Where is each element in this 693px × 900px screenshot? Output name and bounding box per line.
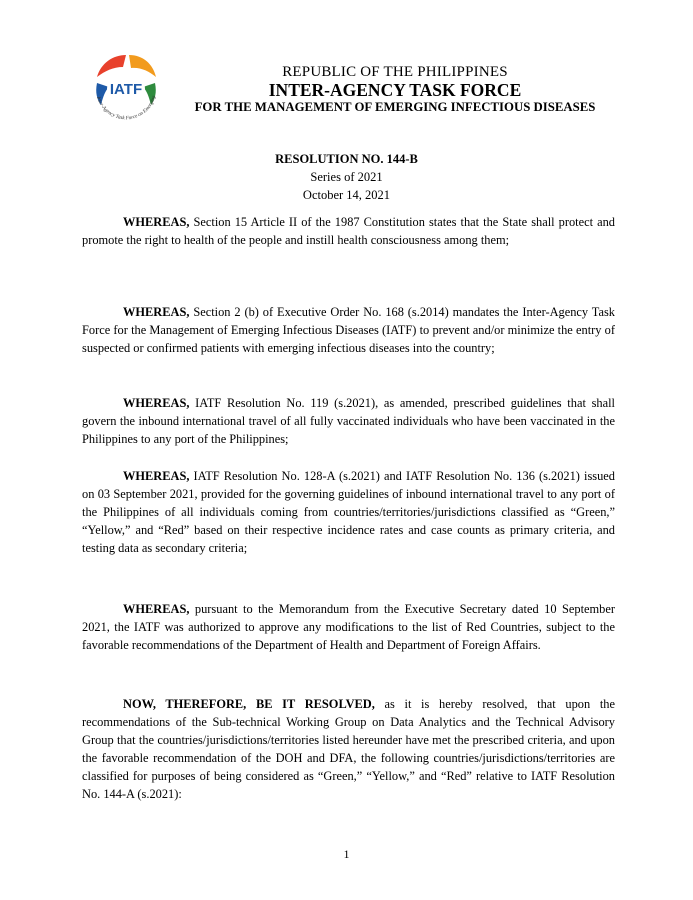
paragraph-lead: WHEREAS, <box>123 396 190 410</box>
paragraph-lead: WHEREAS, <box>123 469 190 483</box>
paragraph-text: Section 15 Article II of the 1987 Constitution states that the State shall protect and promote the right to health of the people and instill health consciousness among them; <box>82 215 615 247</box>
header-org-subtitle: FOR THE MANAGEMENT OF EMERGING INFECTIOUS DISEASES <box>194 100 596 114</box>
resolution-series: Series of 2021 <box>310 170 383 184</box>
resolution-heading <box>0 150 693 204</box>
paragraph-whereas-1 <box>82 213 615 249</box>
paragraph-resolved <box>82 695 615 803</box>
paragraph-text: IATF Resolution No. 119 (s.2021), as amended, prescribed guidelines that shall govern the inbound international travel of all fully vaccinated individuals who have been vaccinated in the Philippines to any port of the Philippines; <box>82 396 615 446</box>
logo-text: IATF <box>109 81 143 98</box>
paragraph-lead: WHEREAS, <box>123 215 190 229</box>
resolution-title: RESOLUTION NO. 144-B <box>275 152 418 166</box>
resolution-date: October 14, 2021 <box>302 188 391 202</box>
header-org-name: INTER-AGENCY TASK FORCE <box>268 80 522 100</box>
paragraph-whereas-2 <box>82 303 615 357</box>
paragraph-lead: WHEREAS, <box>123 305 190 319</box>
paragraph-lead: NOW, THEREFORE, BE IT RESOLVED, <box>123 697 375 711</box>
header-country: REPUBLIC OF THE PHILIPPINES <box>282 64 508 80</box>
header-block <box>140 64 650 115</box>
paragraph-whereas-4 <box>82 467 615 557</box>
paragraph-whereas-5 <box>82 600 615 654</box>
paragraph-text: pursuant to the Memorandum from the Executive Secretary dated 10 September 2021, the IATF was authorized to approve any modifications to the list of Red Countries, subject to the favorable recommendations of the Department of Health and Department of Foreign Affairs. <box>82 602 615 652</box>
paragraph-text: Section 2 (b) of Executive Order No. 168 (s.2014) mandates the Inter-Agency Task Force for the Management of Emerging Infectious Diseases (IATF) to prevent and/or minimize the entry of suspected or confirmed patients with emerging infectious diseases into the country; <box>82 305 615 355</box>
page-number: 1 <box>343 847 350 861</box>
paragraph-lead: WHEREAS, <box>123 602 190 616</box>
logo-arc-text: Inter-Agency Task Force on Emerging <box>95 95 158 122</box>
paragraph-whereas-3 <box>82 394 615 448</box>
paragraph-text: as it is hereby resolved, that upon the recommendations of the Sub-technical Working Group on Data Analytics and the Technical Advisory Group that the countries/jurisdictions/territories listed hereunder have met the prescribed criteria, and upon the favorable recommendation of the DOH and DFA, the following countries/jurisdictions/territories are classified for purposes of being considered as “Green,” “Yellow,” and “Red” relative to IATF Resolution No. 144-A (s.2021): <box>82 697 615 801</box>
paragraph-text: IATF Resolution No. 128-A (s.2021) and IATF Resolution No. 136 (s.2021) issued on 03 September 2021, provided for the governing guidelines of inbound international travel to any port of the Philippines of all individuals coming from countries/territories/jurisdictions classified as “Green,” “Yellow,” and “Red” based on their respective incidence rates and case counts as primary criteria, and testing data as secondary criteria; <box>82 469 615 555</box>
